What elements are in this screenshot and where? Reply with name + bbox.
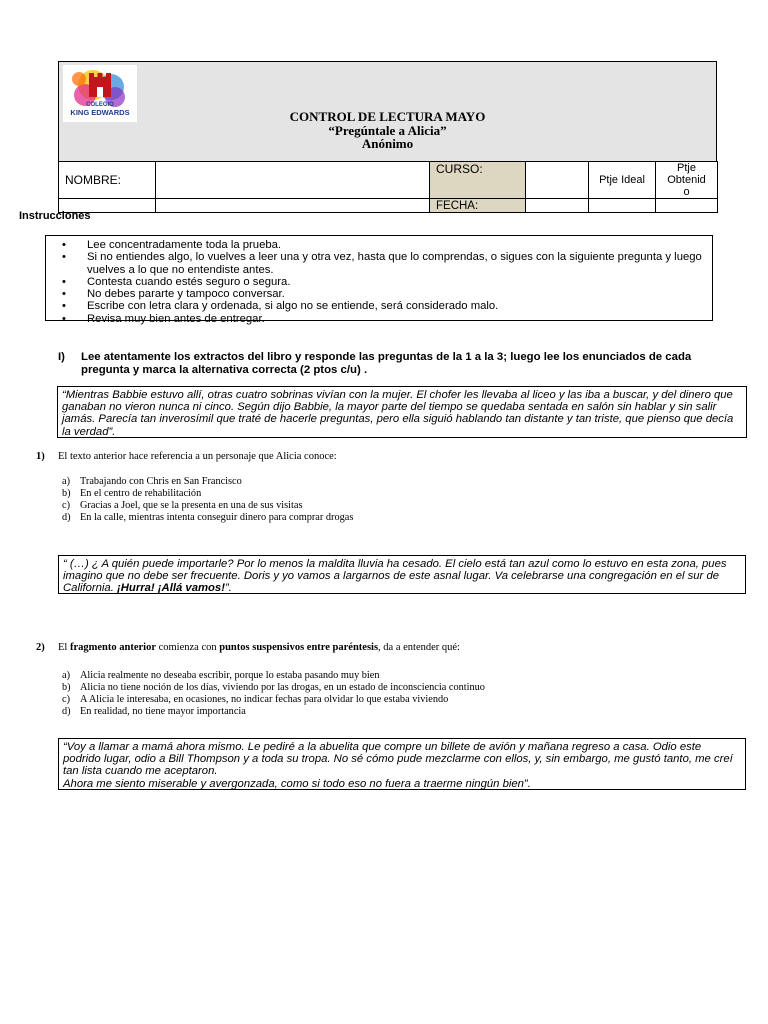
instructions-title: Instrucciones: [19, 210, 91, 222]
option-a[interactable]: [62, 670, 742, 682]
option-letter: c): [62, 500, 70, 511]
curso-label: CURSO:: [430, 162, 526, 199]
q2-text-part: comienza con: [155, 642, 220, 653]
book-title: “Pregúntale a Alicia”: [328, 123, 447, 138]
bullet-icon: •: [62, 300, 66, 313]
instruction-text: No debes pararte y tampoco conversar.: [87, 288, 285, 301]
empty-cell: [156, 199, 430, 213]
option-letter: b): [62, 488, 71, 499]
option-b[interactable]: [62, 682, 742, 694]
option-text: En realidad, no tiene mayor importancia: [80, 706, 246, 717]
curso-field[interactable]: [526, 162, 589, 199]
document-title: CONTROL DE LECTURA MAYO: [289, 109, 486, 124]
ptje-ideal-header: Ptje Ideal: [589, 162, 656, 199]
q2-bold-part: puntos suspensivos entre paréntesis: [219, 642, 379, 653]
excerpt-2-end: ”.: [224, 582, 232, 595]
section-number: I): [58, 351, 65, 363]
instruction-item: [46, 313, 712, 325]
nombre-label: NOMBRE:: [59, 162, 156, 199]
question-1-number: 1): [36, 451, 45, 462]
instruction-item: [46, 300, 712, 312]
question-2-options: [62, 670, 742, 718]
option-letter: a): [62, 670, 70, 681]
instruction-text: Lee concentradamente toda la prueba.: [87, 239, 282, 251]
option-text: En la calle, mientras intenta conseguir dinero para comprar drogas: [80, 512, 354, 523]
ptje-obtenido-line-3: o: [683, 186, 690, 198]
option-text: Alicia no tiene noción de los días, viviendo por las drogas, en un estado de inconsciencia continuo: [80, 682, 485, 693]
instruction-item: [46, 239, 712, 251]
q2-bold-part: fragmento anterior: [69, 642, 156, 653]
instruction-item: [46, 276, 712, 288]
option-c[interactable]: [62, 694, 742, 706]
excerpt-3: [58, 738, 746, 790]
student-info-table: [58, 161, 718, 213]
option-letter: b): [62, 682, 71, 693]
question-1-text: El texto anterior hace referencia a un personaje que Alicia conoce:: [58, 451, 337, 462]
ptje-obtenido-value[interactable]: [656, 199, 718, 213]
excerpt-2-text: “ (…) ¿ A quién puede importarle? Por lo menos la maldita lluvia ha cesado. El cielo está tan azul como lo estuvo en esta zona, pues imagino que no debe ser frecuente. Doris y yo vamos a largarnos de este asnal lugar. Va celebrarse una congregación en el sur de California.: [63, 558, 727, 595]
option-b[interactable]: [62, 488, 722, 500]
nombre-field[interactable]: [156, 162, 430, 199]
ptje-obtenido-line-1: Ptje: [677, 162, 696, 174]
option-d[interactable]: [62, 512, 722, 524]
option-a[interactable]: [62, 476, 722, 488]
ptje-obtenido-header: [656, 162, 718, 199]
ptje-obtenido-line-2: Obtenid: [667, 174, 706, 186]
q2-text-part: El: [58, 642, 70, 653]
bullet-icon: •: [62, 288, 66, 301]
instruction-item: [46, 288, 712, 300]
option-letter: c): [62, 694, 70, 705]
instruction-item: [46, 251, 712, 276]
question-2-text: [58, 642, 460, 654]
book-author: Anónimo: [361, 136, 414, 151]
question-1-options: [62, 476, 722, 524]
instruction-text: Revisa muy bien antes de entregar.: [87, 312, 265, 325]
excerpt-3-paragraph-1: “Voy a llamar a mamá ahora mismo. Le pediré a la abuelita que compre un billete de avión y mañana regreso a casa. Odio este podrido lugar, odio a Bill Thompson y a toda su tropa. No sé cómo pude mezclarme con ellos, y, sin embargo, me gustó tanto, me creí tan lista cuando me aceptaron.: [63, 741, 733, 778]
logo-text-1: COLEGIO: [86, 102, 114, 108]
bullet-icon: •: [62, 251, 66, 264]
excerpt-3-paragraph-2: Ahora me siento miserable y avergonzada, como si todo eso no fuera a traerme ningún bien”.: [63, 777, 531, 790]
instruction-text: Si no entiendes algo, lo vuelves a leer una y otra vez, hasta que lo comprendas, o sigues con la siguiente pregunta y luego vuelves a lo que no entendiste antes.: [87, 251, 702, 276]
option-text: En el centro de rehabilitación: [80, 488, 202, 499]
excerpt-2-bold: ¡Hurra! ¡Allá vamos!: [117, 582, 225, 595]
ptje-ideal-value: [589, 199, 656, 213]
instructions-list: [46, 236, 712, 325]
option-letter: a): [62, 476, 70, 487]
bullet-icon: •: [62, 275, 66, 288]
fecha-label: FECHA:: [430, 199, 526, 213]
fecha-field[interactable]: [526, 199, 589, 213]
question-2-number: 2): [36, 642, 45, 653]
option-letter: d): [62, 512, 71, 523]
instruction-text: Contesta cuando estés seguro o segura.: [87, 275, 291, 288]
excerpt-1: “Mientras Babbie estuvo allí, otras cuatro sobrinas vivían con la mujer. El chofer les llevaba al liceo y las iba a buscar, y del dinero que ganaban no vieron nunca ni cinco. Según dijo Babbie, la mayor parte del tiempo se quedaba sentada en salón sin hablar y sin salir jamás. Parecía tan inverosímil que traté de hacerle preguntas, pero ella siguió hablando tan distante y tan triste, que pienso que decía la verdad”.: [57, 386, 747, 438]
option-c[interactable]: [62, 500, 722, 512]
option-text: Trabajando con Chris en San Francisco: [80, 476, 242, 487]
option-text: Gracias a Joel, que se la presenta en una de sus visitas: [80, 500, 303, 511]
section-heading: Lee atentamente los extractos del libro y responde las preguntas de la 1 a la 3; luego lee los enunciados de cada pregunta y marca la alternativa correcta (2 ptos c/u) .: [81, 351, 692, 376]
q2-text-part: , da a entender qué:: [378, 642, 460, 653]
instructions-box: [45, 235, 713, 325]
option-text: Alicia realmente no deseaba escribir, porque lo estaba pasando muy bien: [80, 670, 380, 681]
excerpt-2: [58, 555, 746, 594]
option-d[interactable]: [62, 706, 742, 718]
bullet-icon: •: [62, 312, 66, 325]
logo-text-2: KING EDWARDS: [70, 108, 130, 117]
option-text: A Alicia le interesaba, en ocasiones, no indicar fechas para olvidar lo que estaba viviendo: [80, 694, 449, 705]
bullet-icon: •: [62, 239, 66, 251]
option-letter: d): [62, 706, 71, 717]
instruction-text: Escribe con letra clara y ordenada, si algo no se entiende, será considerado malo.: [87, 300, 499, 313]
